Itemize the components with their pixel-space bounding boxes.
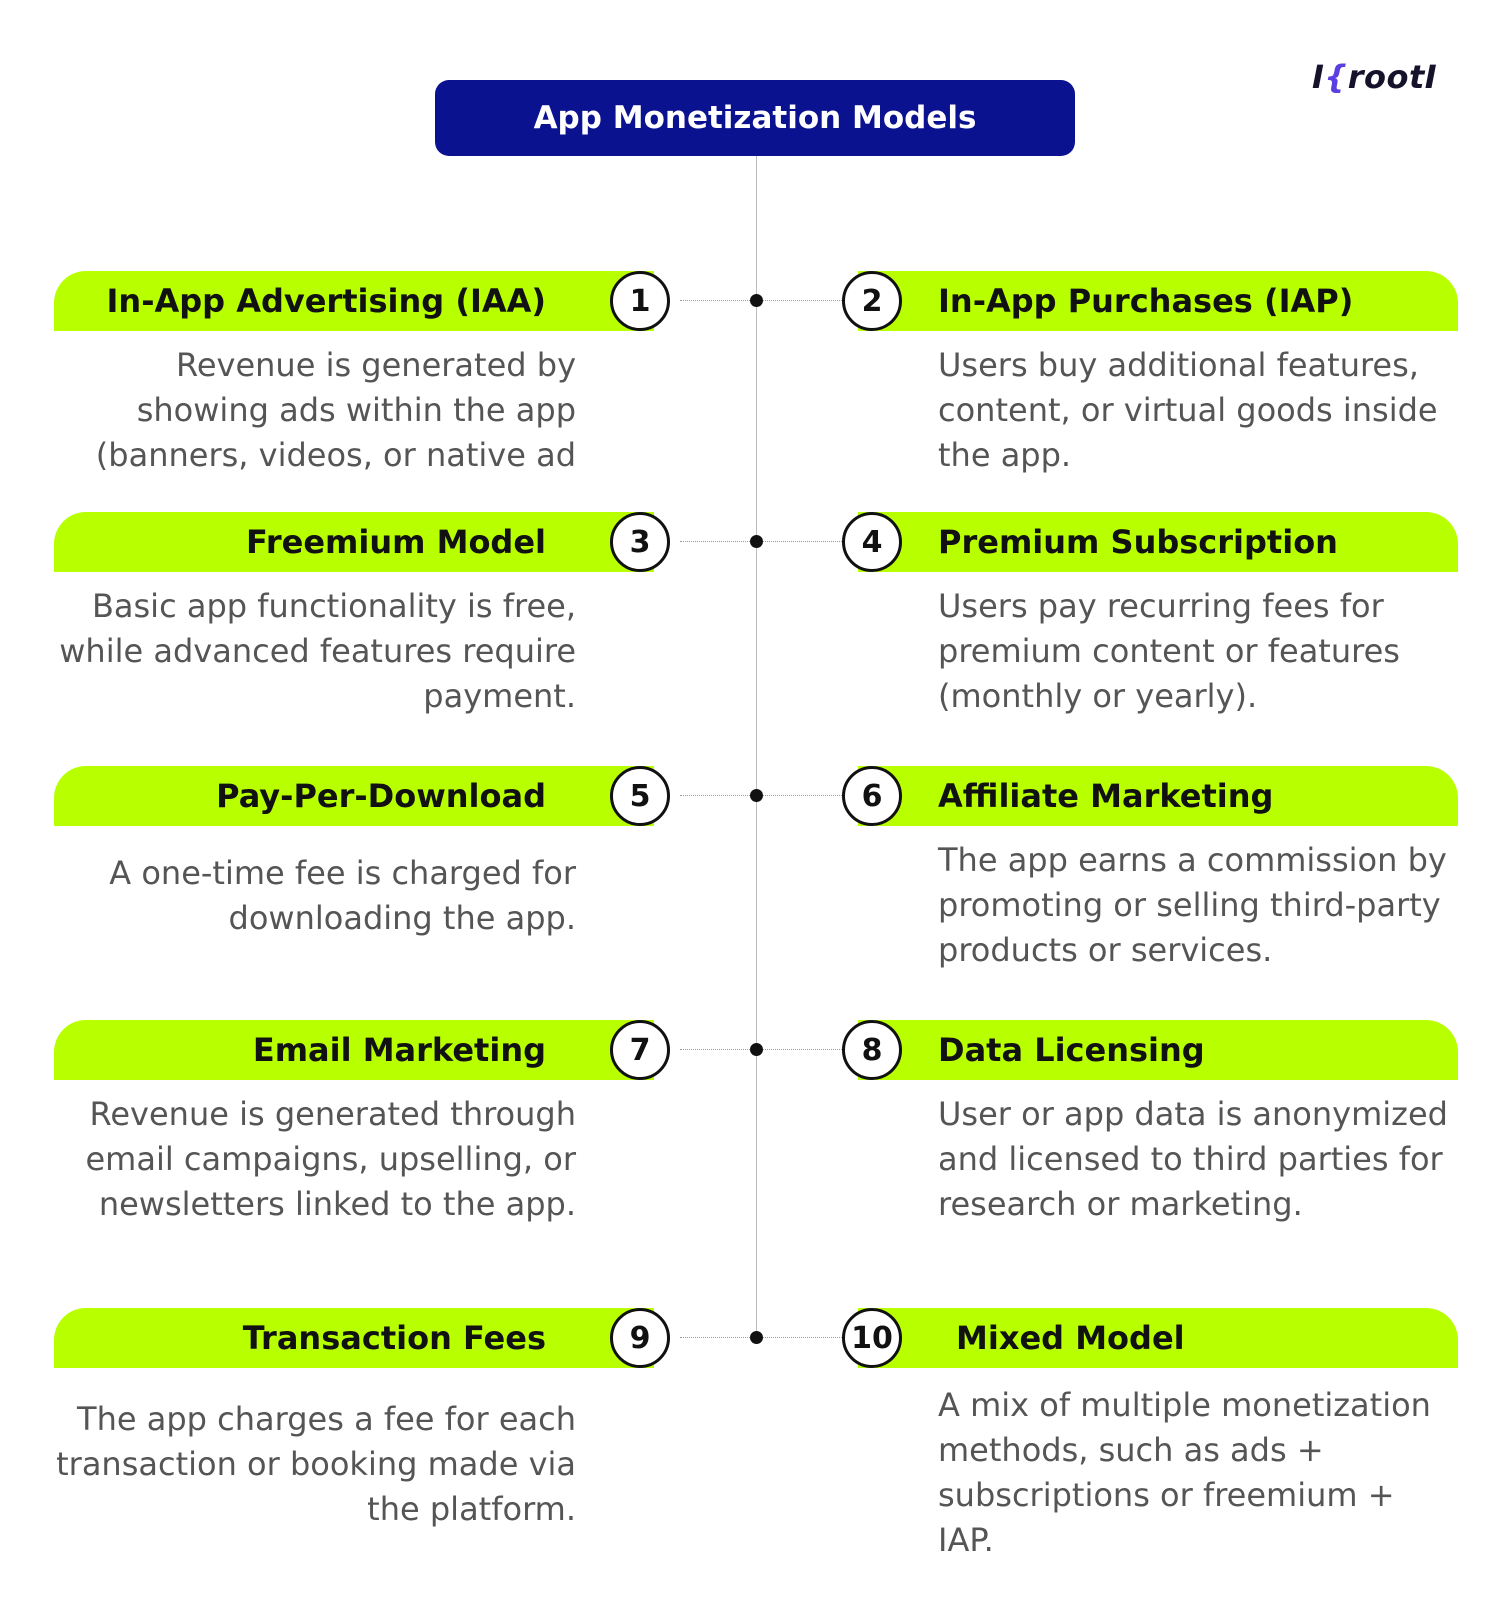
- model-title-8: Data Licensing: [858, 1020, 1458, 1080]
- model-description-7: Revenue is generated through email campaigns, upselling, or newsletters linked to the app.: [85, 1095, 576, 1223]
- model-description-5: A one-time fee is charged for downloading the app.: [109, 854, 576, 937]
- model-description-6: The app earns a commission by promoting or selling third-party products or services.: [938, 841, 1447, 969]
- model-number-9: 9: [610, 1308, 670, 1368]
- model-title-3: Freemium Model: [54, 512, 654, 572]
- model-title-10: Mixed Model: [858, 1308, 1458, 1368]
- model-title-4: Premium Subscription: [858, 512, 1458, 572]
- logo-suffix: rootI: [1347, 58, 1438, 96]
- model-title-7: Email Marketing: [54, 1020, 654, 1080]
- logo-prefix: I: [1312, 58, 1325, 96]
- model-number-8: 8: [842, 1020, 902, 1080]
- spine-dot: [750, 535, 763, 548]
- model-title-9: Transaction Fees: [54, 1308, 654, 1368]
- model-description-1: Revenue is generated by showing ads within the app (banners, videos, or native ad: [95, 346, 576, 474]
- spine-dot: [750, 1043, 763, 1056]
- model-number-2: 2: [842, 271, 902, 331]
- logo-accent: {: [1324, 58, 1348, 96]
- model-description-2: Users buy additional features, content, or virtual goods inside the app.: [938, 346, 1438, 474]
- spine-dot: [750, 1331, 763, 1344]
- spine-dot: [750, 294, 763, 307]
- model-number-5: 5: [610, 766, 670, 826]
- diagram-title: App Monetization Models: [435, 80, 1075, 156]
- model-description-4: Users pay recurring fees for premium content or features (monthly or yearly).: [938, 587, 1400, 715]
- model-description-9: The app charges a fee for each transaction or booking made via the platform.: [56, 1400, 576, 1528]
- model-description-8: User or app data is anonymized and licensed to third parties for research or marketing.: [938, 1095, 1448, 1223]
- model-title-1: In-App Advertising (IAA): [54, 271, 654, 331]
- model-description-10: A mix of multiple monetization methods, such as ads + subscriptions or freemium + IAP.: [938, 1386, 1431, 1559]
- model-number-4: 4: [842, 512, 902, 572]
- model-title-5: Pay-Per-Download: [54, 766, 654, 826]
- model-number-3: 3: [610, 512, 670, 572]
- model-number-1: 1: [610, 271, 670, 331]
- spine-dot: [750, 789, 763, 802]
- brand-logo: [1312, 58, 1437, 96]
- center-spine: [756, 156, 757, 1338]
- model-title-2: In-App Purchases (IAP): [858, 271, 1458, 331]
- model-description-3: Basic app functionality is free, while advanced features require payment.: [59, 587, 576, 715]
- model-number-6: 6: [842, 766, 902, 826]
- model-number-10: 10: [842, 1308, 902, 1368]
- model-number-7: 7: [610, 1020, 670, 1080]
- model-title-6: Affiliate Marketing: [858, 766, 1458, 826]
